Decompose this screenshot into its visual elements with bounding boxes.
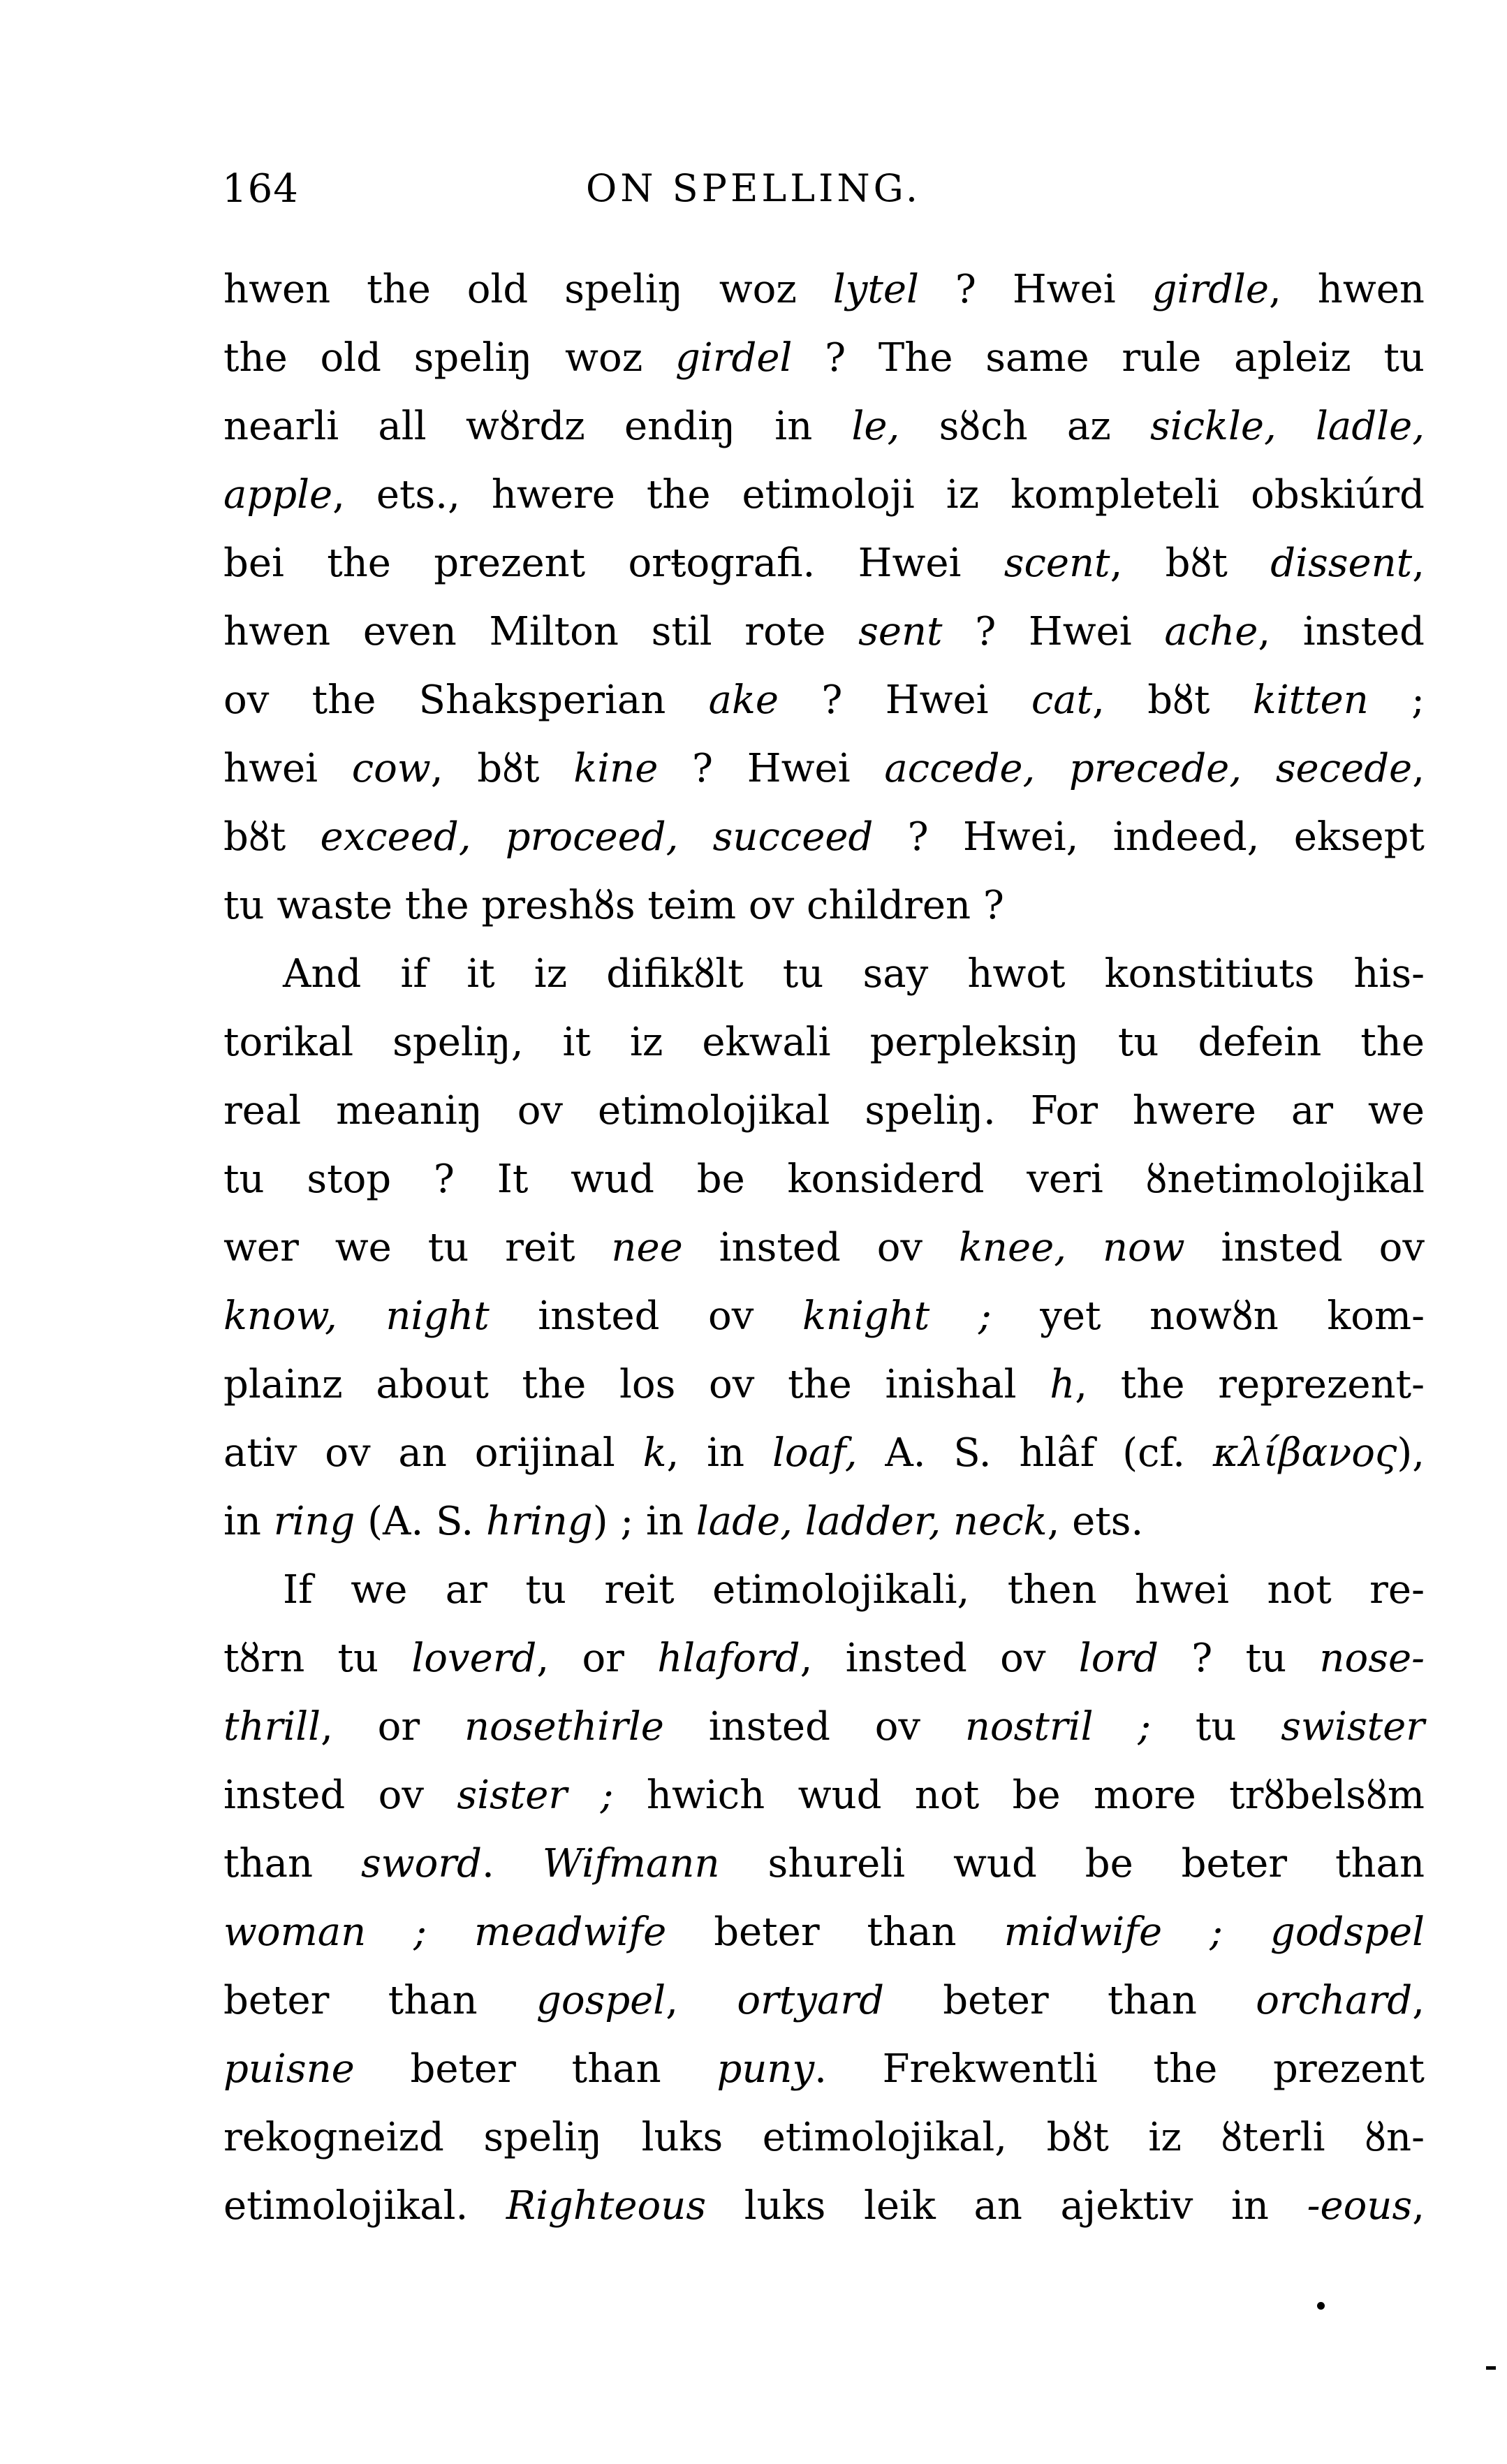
text-segment: wer we tu reit — [223, 1225, 612, 1270]
text-segment: hwich wud not be more trȣbelsȣm — [613, 1773, 1425, 1818]
text-segment: yet nowȣn kom- — [991, 1293, 1425, 1339]
text-line — [223, 1351, 1425, 1419]
text-segment-italic: nee — [611, 1225, 683, 1270]
text-segment: If we ar tu reit etimolojikali, then hwei not re- — [283, 1567, 1425, 1613]
text-segment-italic: know, night — [223, 1293, 490, 1339]
text-line — [223, 2035, 1425, 2104]
text-segment — [1223, 1909, 1270, 1955]
text-segment: , — [1412, 746, 1425, 791]
text-segment: insted ov — [663, 1704, 965, 1750]
text-line — [223, 1898, 1425, 1967]
text-segment-italic: scent — [1004, 541, 1110, 586]
text-line — [223, 324, 1425, 393]
text-segment: ), — [1397, 1430, 1425, 1476]
text-segment: , or — [321, 1704, 464, 1750]
text-segment-italic: sent — [858, 609, 943, 654]
text-line — [223, 1693, 1425, 1761]
text-segment-italic: knee, now — [958, 1225, 1185, 1270]
text-segment: , in — [666, 1430, 772, 1476]
text-segment: , hwen — [1269, 267, 1425, 312]
text-line — [223, 529, 1425, 598]
text-segment-italic: cow — [351, 746, 431, 791]
text-segment: luks leik an ajektiv in — [706, 2183, 1307, 2229]
text-segment-italic: meadwife — [474, 1909, 667, 1955]
page-text — [223, 256, 1425, 2241]
text-segment-italic: k — [642, 1430, 667, 1476]
text-segment-italic: godspel — [1270, 1909, 1425, 1955]
page-header — [0, 166, 1507, 210]
text-segment: tu — [1151, 1704, 1281, 1750]
text-segment: bȣt — [223, 814, 321, 860]
text-segment: plainz about the los ov the inishal — [223, 1362, 1050, 1407]
text-segment-italic: lytel — [832, 267, 919, 312]
text-segment-italic: ake — [708, 677, 779, 723]
text-segment: beter than — [354, 2046, 717, 2092]
text-segment-italic: puny — [716, 2046, 815, 2092]
text-segment-italic: thrill — [223, 1704, 321, 1750]
text-segment-italic: kitten — [1252, 677, 1369, 723]
text-segment-italic: girdle — [1152, 267, 1270, 312]
text-line — [223, 1967, 1425, 2035]
text-segment-italic: h — [1050, 1362, 1075, 1407]
text-line — [223, 1830, 1425, 1898]
page-number: 164 — [222, 166, 299, 212]
text-segment: tu stop ? It wud be konsiderd veri ȣnetimolojikal — [223, 1157, 1425, 1202]
text-segment-italic: knight ; — [802, 1293, 992, 1339]
text-segment: , insted ov — [800, 1636, 1079, 1681]
text-segment: ? Hwei — [942, 609, 1165, 654]
text-segment-italic: -eous — [1307, 2183, 1413, 2229]
text-segment-italic: le, — [851, 404, 900, 449]
text-segment: insted ov — [223, 1773, 457, 1818]
text-segment-italic: exceed, proceed, succeed — [320, 814, 874, 860]
text-segment-italic: kine — [573, 746, 659, 791]
text-segment: ativ ov an orijinal — [223, 1430, 643, 1476]
text-segment-italic: Wifmann — [542, 1841, 720, 1886]
text-line — [223, 1761, 1425, 1830]
text-line — [223, 598, 1425, 666]
text-segment-italic: woman ; — [223, 1909, 427, 1955]
text-segment-italic: loverd — [411, 1636, 537, 1681]
text-segment-italic: nostril ; — [964, 1704, 1152, 1750]
text-segment: shureli wud be beter than — [719, 1841, 1425, 1886]
text-segment-italic: girdel — [675, 335, 793, 381]
text-segment: ? Hwei — [658, 746, 885, 791]
text-line — [223, 256, 1425, 324]
text-line — [223, 666, 1425, 735]
text-segment-italic: sickle, ladle, — [1150, 404, 1425, 449]
text-segment: (A. S. — [355, 1499, 487, 1544]
text-segment: tu waste the preshȣs teim ov children ? — [223, 883, 1004, 928]
text-segment-italic: κλίβανος — [1212, 1430, 1397, 1476]
text-segment: beter than — [883, 1978, 1256, 2023]
text-segment: hwen the old speliŋ woz — [223, 267, 833, 312]
text-segment: insted ov — [489, 1293, 802, 1339]
text-segment: rekogneizd speliŋ luks etimolojikal, bȣt iz ȣterli ȣn- — [223, 2115, 1425, 2160]
text-segment: . Frekwentli the prezent — [814, 2046, 1425, 2092]
text-line — [223, 1009, 1425, 1077]
text-segment: , insted — [1258, 609, 1425, 654]
text-segment: ? Hwei, indeed, eksept — [873, 814, 1425, 860]
text-segment: insted ov — [682, 1225, 959, 1270]
text-segment-italic: dissent — [1270, 541, 1413, 586]
ink-speck-artifact — [1317, 2302, 1325, 2310]
text-segment-italic: ring — [273, 1499, 355, 1544]
text-segment: hwei — [223, 746, 352, 791]
text-line — [223, 1077, 1425, 1145]
text-segment: ) ; in — [592, 1499, 696, 1544]
text-segment: And if it iz difikȣlt tu say hwot konstitiuts his- — [283, 951, 1425, 997]
text-segment-italic: loaf, — [772, 1430, 858, 1476]
text-segment: , — [1412, 541, 1425, 586]
text-segment: ov the Shaksperian — [223, 677, 709, 723]
text-segment: , bȣt — [1110, 541, 1271, 586]
text-segment-italic: orchard — [1256, 1978, 1413, 2023]
text-segment-italic: cat — [1031, 677, 1093, 723]
text-segment-italic: midwife ; — [1004, 1909, 1223, 1955]
text-segment: ? The same rule apleiz tu — [792, 335, 1425, 381]
text-line — [223, 735, 1425, 803]
text-segment-italic: sister ; — [457, 1773, 614, 1818]
text-segment-italic: nosethirle — [464, 1704, 664, 1750]
text-line — [223, 1556, 1425, 1625]
text-segment: ? Hwei — [779, 677, 1031, 723]
text-segment-italic: nose- — [1319, 1636, 1425, 1681]
text-line — [223, 461, 1425, 529]
text-line — [223, 2172, 1425, 2241]
text-segment: torikal speliŋ, it iz ekwali perpleksiŋ tu defein the — [223, 1020, 1425, 1065]
text-segment: etimolojikal. — [223, 2183, 506, 2229]
text-segment: , ets. — [1047, 1499, 1144, 1544]
text-segment: sȣch az — [899, 404, 1150, 449]
text-segment: ? tu — [1159, 1636, 1320, 1681]
text-line — [223, 872, 1425, 940]
text-line — [223, 940, 1425, 1009]
text-segment-italic: sword — [360, 1841, 482, 1886]
text-segment: bei the prezent orŧografi. Hwei — [223, 541, 1004, 586]
text-segment: ; — [1368, 677, 1425, 723]
text-segment-italic: lade, ladder, neck — [696, 1499, 1047, 1544]
text-segment: the old speliŋ woz — [223, 335, 675, 381]
text-segment-italic: swister — [1281, 1704, 1425, 1750]
text-segment: hwen even Milton stil rote — [223, 609, 859, 654]
text-segment-italic: lord — [1078, 1636, 1159, 1681]
text-segment: ? Hwei — [918, 267, 1152, 312]
text-line — [223, 1625, 1425, 1693]
text-line — [223, 1145, 1425, 1214]
text-segment: tȣrn tu — [223, 1636, 412, 1681]
text-line — [223, 1419, 1425, 1488]
text-line — [223, 2104, 1425, 2172]
text-segment: A. S. hlâf (cf. — [857, 1430, 1213, 1476]
text-segment: than — [223, 1841, 361, 1886]
text-segment: , — [1412, 2183, 1425, 2229]
text-segment: , ets., hwere the etimoloji iz kompleteli obskiúrd — [332, 472, 1425, 518]
text-segment: , or — [536, 1636, 658, 1681]
text-segment — [427, 1909, 474, 1955]
text-segment: , — [1412, 1978, 1425, 2023]
text-line — [223, 1214, 1425, 1282]
text-line — [223, 1488, 1425, 1556]
text-segment: real meaniŋ ov etimolojikal speliŋ. For hwere ar we — [223, 1088, 1425, 1134]
text-segment-italic: accede, precede, secede — [884, 746, 1413, 791]
text-segment-italic: ache — [1164, 609, 1258, 654]
text-segment: insted ov — [1184, 1225, 1425, 1270]
text-line — [223, 1282, 1425, 1351]
text-segment: nearli all wȣrdz endiŋ in — [223, 404, 852, 449]
ink-dash-artifact — [1486, 2366, 1496, 2370]
text-segment: , bȣt — [430, 746, 574, 791]
text-line — [223, 393, 1425, 461]
text-segment-italic: puisne — [223, 2046, 355, 2092]
text-segment: , bȣt — [1092, 677, 1253, 723]
text-segment-italic: apple — [223, 472, 333, 518]
text-segment: , the reprezent- — [1075, 1362, 1425, 1407]
text-segment-italic: hlaford — [657, 1636, 800, 1681]
running-title: ON SPELLING. — [585, 166, 922, 210]
text-segment: , — [666, 1978, 737, 2023]
text-segment: in — [223, 1499, 274, 1544]
text-line — [223, 803, 1425, 872]
text-segment: . — [481, 1841, 543, 1886]
text-segment-italic: hring — [486, 1499, 593, 1544]
text-segment: beter than — [223, 1978, 537, 2023]
text-segment: beter than — [666, 1909, 1004, 1955]
text-segment-italic: gospel — [536, 1978, 666, 2023]
text-segment-italic: ortyard — [737, 1978, 884, 2023]
text-segment-italic: Righteous — [506, 2183, 707, 2229]
